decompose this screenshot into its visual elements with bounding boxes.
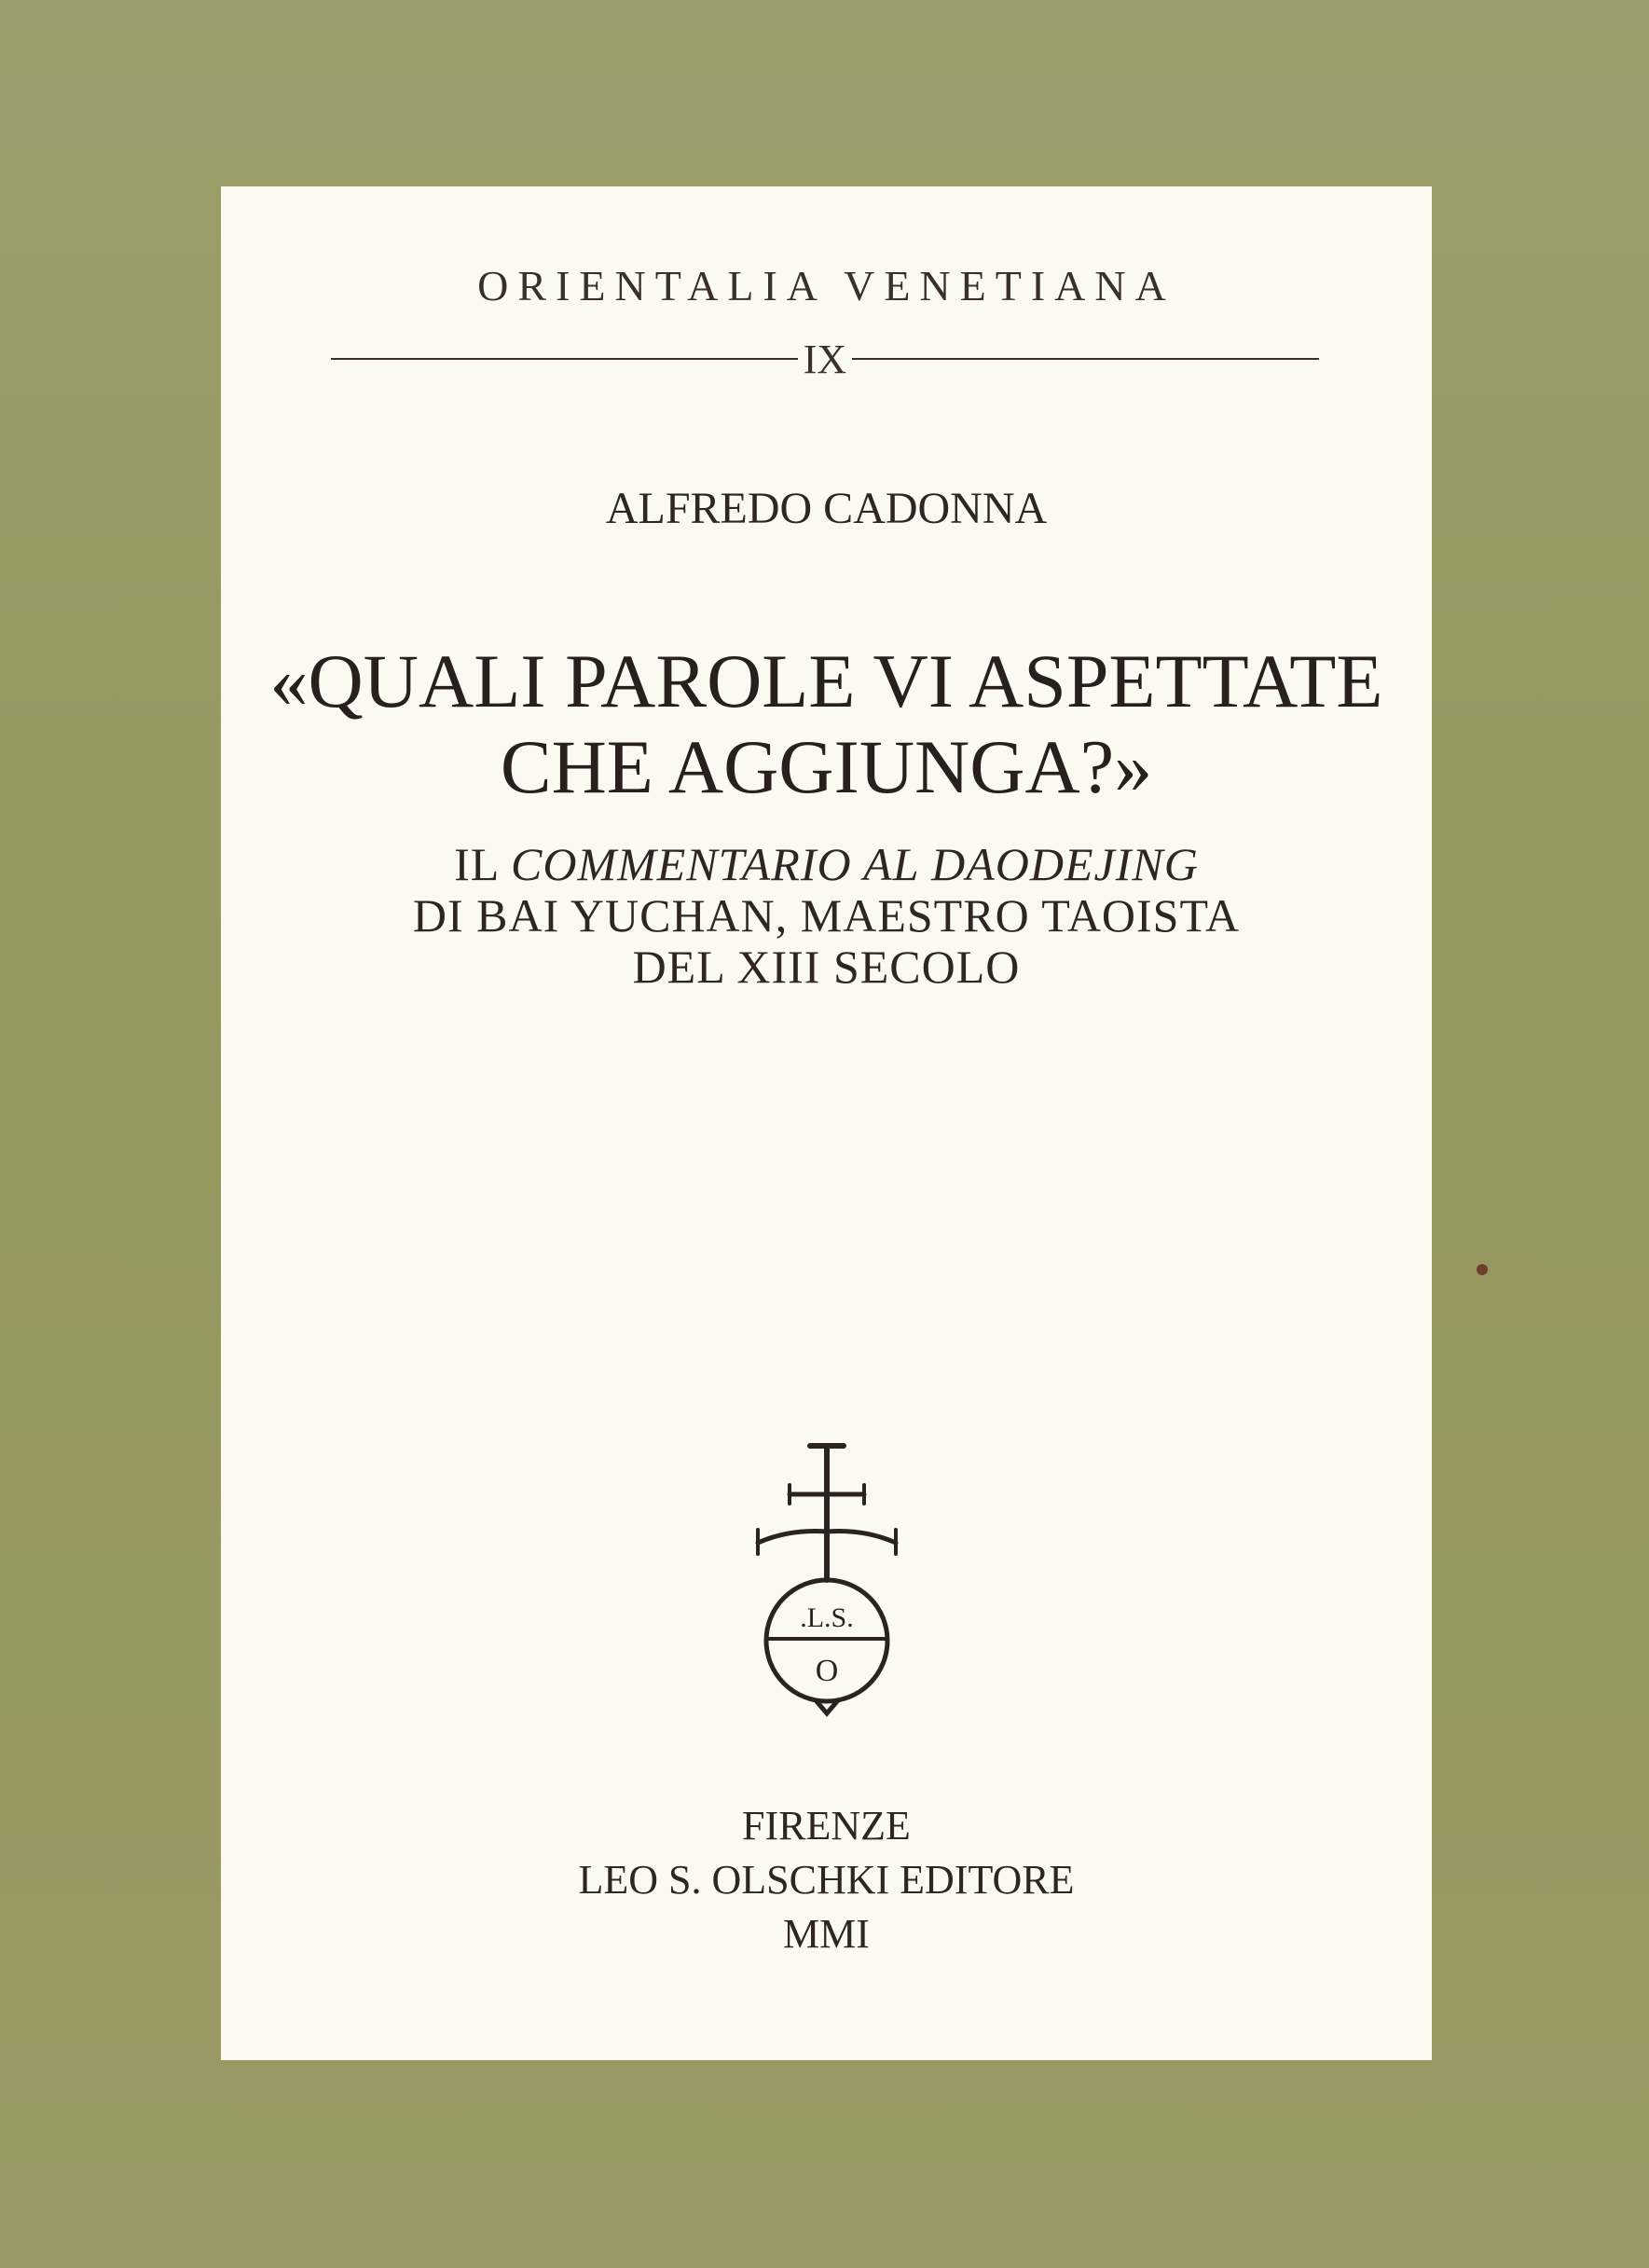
subtitle-line-1 bbox=[221, 839, 1432, 890]
book-title bbox=[221, 639, 1432, 810]
stain-speck bbox=[1477, 1264, 1488, 1275]
volume-divider bbox=[331, 326, 1319, 392]
logo-top-letters: .L.S. bbox=[800, 1602, 854, 1633]
imprint bbox=[221, 1799, 1432, 1961]
title-line-1: «QUALI PAROLE VI ASPETTATE bbox=[269, 639, 1383, 723]
author-name: ALFREDO CADONNA bbox=[605, 484, 1048, 533]
logo-bottom-letter: O bbox=[815, 1654, 839, 1688]
subtitle-line-2: DI BAI YUCHAN, MAESTRO TAOISTA bbox=[412, 889, 1241, 942]
volume-number: IX bbox=[803, 336, 847, 382]
imprint-year: MMI bbox=[783, 1911, 870, 1957]
book-subtitle bbox=[221, 839, 1432, 993]
subtitle-line-3: DEL XIII SECOLO bbox=[632, 941, 1021, 993]
right-rule bbox=[852, 358, 1319, 360]
subtitle-prefix: IL bbox=[454, 838, 511, 890]
left-rule bbox=[331, 358, 798, 360]
imprint-city: FIRENZE bbox=[742, 1803, 911, 1849]
publisher-mark-icon bbox=[743, 1440, 911, 1720]
imprint-publisher: LEO S. OLSCHKI EDITORE bbox=[578, 1857, 1075, 1903]
subtitle-italic: COMMENTARIO AL DAODEJING bbox=[511, 838, 1199, 890]
title-line-2: CHE AGGIUNGA?» bbox=[500, 724, 1153, 809]
cover-panel bbox=[221, 186, 1432, 2060]
series-title: ORIENTALIA VENETIANA bbox=[477, 262, 1175, 309]
